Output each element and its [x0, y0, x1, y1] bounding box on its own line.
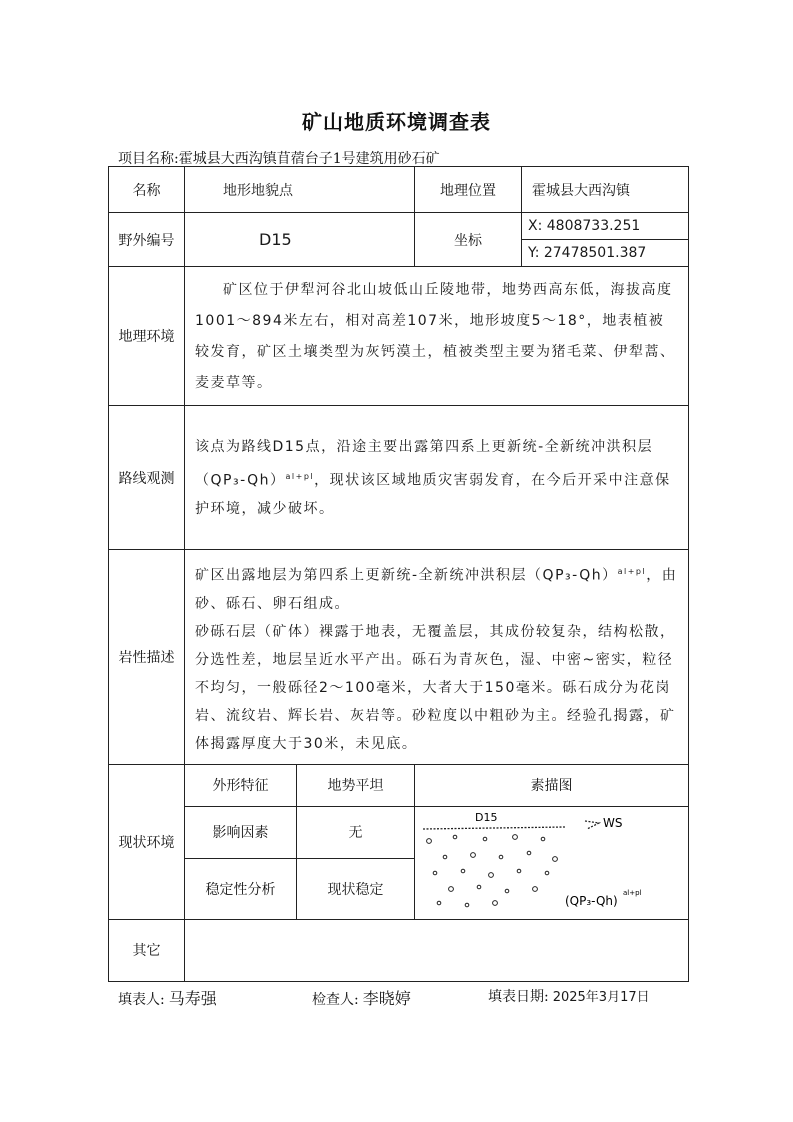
gravel-dot [493, 900, 498, 905]
gravel-dot [433, 871, 437, 875]
sketch-direction-label: WS [603, 815, 623, 830]
form-title: 矿山地质环境调查表 [302, 110, 491, 134]
lithology-p1a: 矿区出露地层为第四系上更新统-全新统冲洪积层（QP₃-Qh） [195, 567, 618, 584]
lithology-text [185, 550, 689, 765]
route-text-a: 该点为路线D15点，沿途主要出露第四系上更新统-全新统冲洪积层（QP₃-Qh） [195, 438, 654, 489]
gravel-dot [527, 851, 531, 855]
impact-label: 影响因素 [185, 806, 297, 858]
date-value: 2025年3月17日 [552, 990, 650, 1005]
stability-label: 稳定性分析 [185, 859, 297, 920]
filler-line [118, 986, 217, 1009]
project-name: 霍城县大西沟镇苜蓿台子1号建筑用砂石矿 [178, 151, 440, 167]
name-value: 地形地貌点 [185, 167, 415, 213]
sketch-layer-label: (QP₃-Qh) [565, 893, 618, 908]
status-label: 现状环境 [109, 764, 185, 919]
gravel-dot [489, 872, 494, 877]
sketch-cell [415, 806, 689, 919]
gravel-dot [471, 852, 476, 857]
surface-line [423, 821, 599, 829]
gravel-dot [437, 901, 441, 905]
coordinate-label: 坐标 [415, 213, 522, 267]
lithology-p2: 砂砾石层（矿体）裸露于地表，无覆盖层，其成份较复杂，结构松散，分选性差，地层呈近水平产出。砾石为青灰色，湿、中密~密实，粒径不均匀，一般砾径2～100毫米，大者大于150毫米。砾石成分为花岗岩、流纹岩、辉长岩、灰岩等。砂粒度以中粗砂为主。经验孔揭露，矿体揭露厚度大于30米，未见底。 [195, 623, 676, 752]
project-line [118, 148, 440, 168]
coordinate-y: Y: 27478501.387 [522, 240, 689, 267]
gravel-dot [461, 869, 465, 873]
lithology-sup: al+pl [617, 567, 647, 576]
other-value [185, 919, 689, 981]
gravel-dot [505, 889, 509, 893]
geo-env-label: 地理环境 [109, 267, 185, 406]
location-label: 地理位置 [415, 167, 522, 213]
sketch-label: 素描图 [415, 764, 689, 806]
gravel-dot [553, 856, 558, 861]
gravel-dot [499, 855, 503, 859]
sketch-point-label: D15 [475, 810, 498, 824]
coordinate-x: X: 4808733.251 [522, 213, 689, 240]
gravel-dot [477, 885, 481, 889]
gravel-dots [427, 834, 558, 906]
geo-env-text [185, 267, 689, 406]
field-id-value: D15 [185, 213, 415, 267]
sketch-layer-sup: al+pl [623, 888, 641, 897]
checker-label: 检查人: [312, 992, 359, 1008]
lithology-p1b: ，由砂、砾石、卵石组成。 [195, 567, 678, 612]
route-sup: al+pl [285, 471, 315, 481]
shape-value: 地势平坦 [297, 764, 415, 806]
shape-label: 外形特征 [185, 764, 297, 806]
gravel-dot [545, 871, 549, 875]
filler-signature: 马寿强 [168, 989, 217, 1008]
gravel-dot [465, 903, 469, 907]
gravel-dot [533, 886, 538, 891]
sketch-drawing [415, 807, 641, 919]
stability-value: 现状稳定 [297, 859, 415, 920]
filler-label: 填表人: [118, 992, 165, 1008]
project-label: 项目名称: [118, 151, 179, 167]
gravel-dot [449, 886, 454, 891]
gravel-dot [517, 869, 521, 873]
date-line [488, 986, 650, 1006]
route-text [185, 406, 689, 550]
location-value: 霍城县大西沟镇 [522, 167, 689, 213]
gravel-dot [541, 837, 545, 841]
geo-env-paragraph: 矿区位于伊犁河谷北山坡低山丘陵地带，地势西高东低，海拔高度1001～894米左右，相对高差107米，地形坡度5～18°，地表植被较发育，矿区土壤类型为灰钙漠土，植被类型主要为猪毛菜、伊犁蒿、麦麦草等。 [195, 282, 676, 391]
field-id-label: 野外编号 [109, 213, 185, 267]
gravel-dot [443, 855, 447, 859]
impact-value: 无 [297, 806, 415, 858]
checker-line [312, 986, 411, 1009]
route-text-b: ，现状该区域地质灾害弱发育，在今后开采中注意保护环境，减少破坏。 [195, 472, 671, 518]
route-label: 路线观测 [109, 406, 185, 550]
gravel-dot [513, 834, 518, 839]
gravel-dot [427, 838, 432, 843]
name-label: 名称 [109, 167, 185, 213]
other-label: 其它 [109, 919, 185, 981]
checker-signature: 李晓婷 [362, 989, 411, 1008]
gravel-dot [453, 835, 457, 839]
date-label: 填表日期: [488, 989, 549, 1005]
lithology-label: 岩性描述 [109, 550, 185, 765]
gravel-dot [483, 837, 487, 841]
survey-table [108, 166, 689, 982]
